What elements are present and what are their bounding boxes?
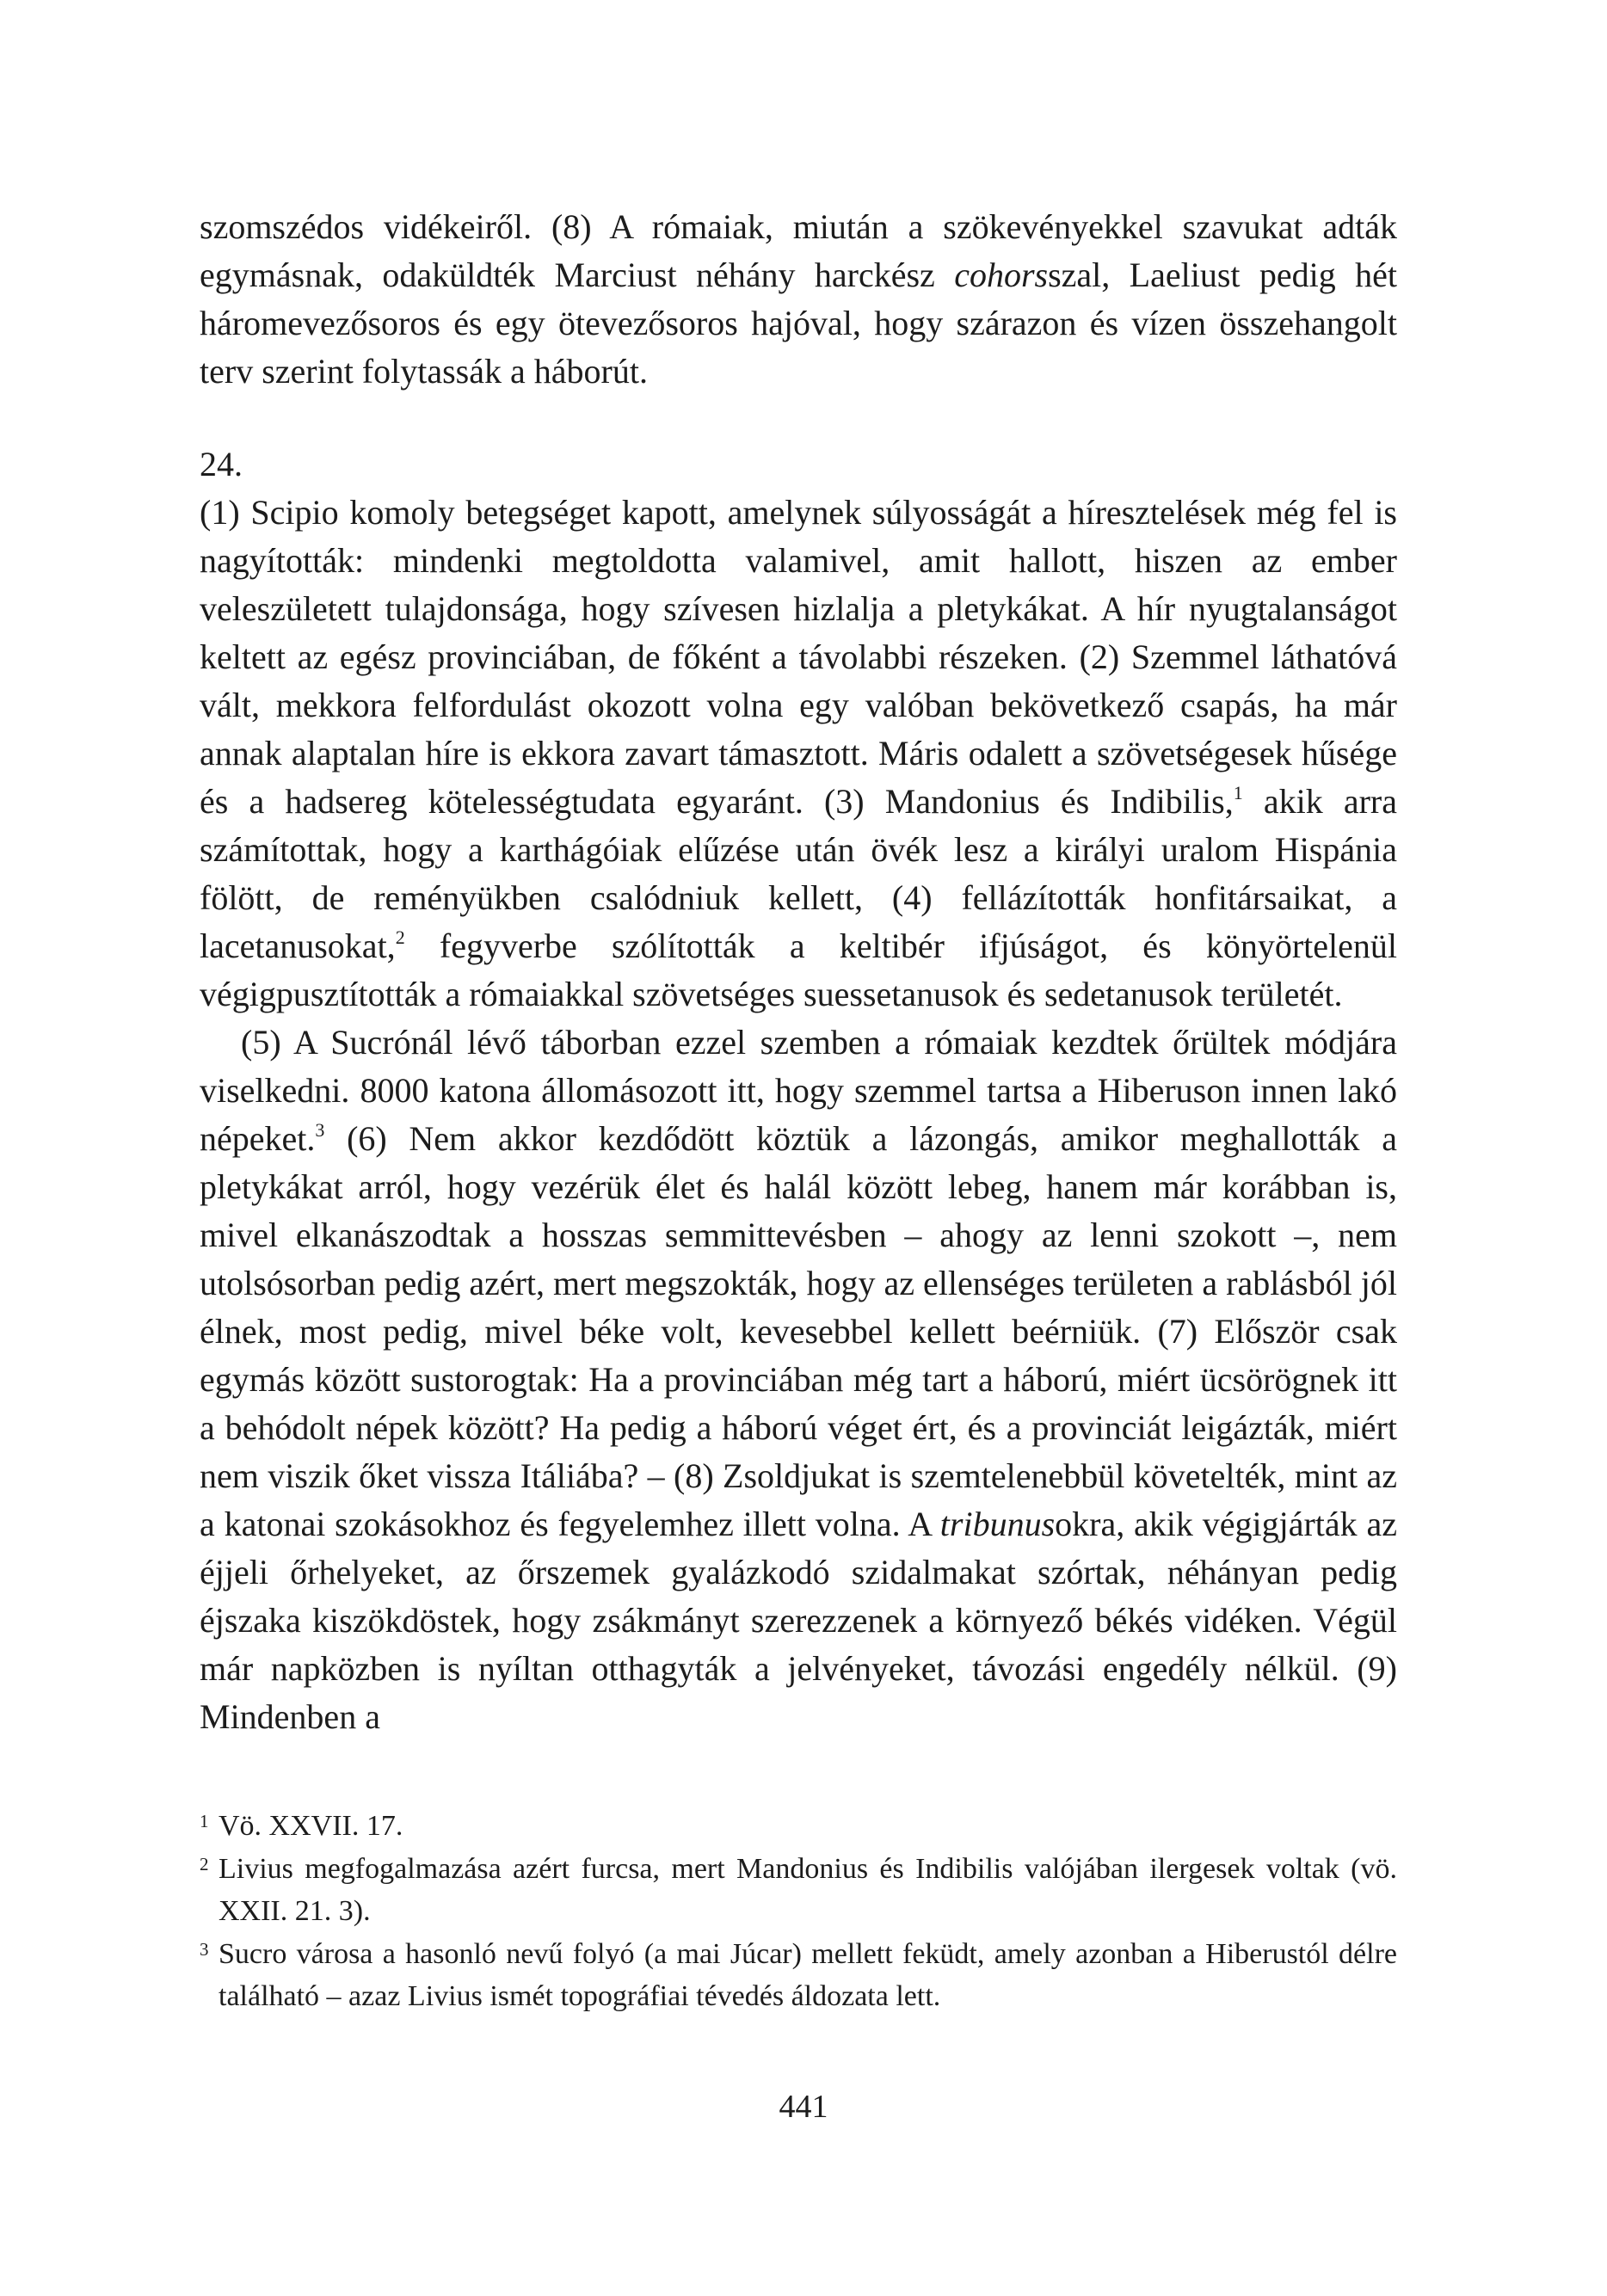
footnote-text: Livius megfogalmazása azért furcsa, mert Mandonius és Indibilis valójában ilergesek voltak (vö. XXII. 21. 3).	[219, 1853, 1397, 1927]
footnote-reference: 2	[395, 926, 405, 948]
footnote-text: Vö. XXVII. 17.	[219, 1810, 403, 1842]
paragraph-text-run: akik arra számítottak, hogy a karthágóiak elűzése után övék lesz a királyi uralom Hispánia fölött, de reményükben csalódniuk kellett, (4) fellázították honfitársaikat, a lacetanusokat,	[200, 782, 1397, 965]
footnote	[200, 1805, 1397, 1847]
paragraph-text-run: (1) Scipio komoly betegséget kapott, amelynek súlyosságát a híresztelések még fel is nagyították: mindenki megtoldotta valamivel, amit hallott, hiszen az ember veleszületett tulajdonsága, hogy szívesen hizlalja a pletykákat. A hír nyugtalanságot keltett az egész provinciában, de főként a távolabbi részeken. (2) Szemmel láthatóvá vált, mekkora felfordulást okozott volna egy valóban bekövetkező csapás, ha már annak alaptalan híre is ekkora zavart támasztott. Máris odalett a szövetségesek hűsége és a hadsereg kötelességtudata egyaránt. (3) Mandonius és Indibilis,	[200, 493, 1397, 821]
paragraph-text-run: fegyverbe szólították a keltibér ifjúságot, és könyörtelenül végigpusztították a rómaiakkal szövetséges suessetanusok és sedetanusok területét.	[200, 926, 1397, 1013]
paragraph-text-run: (6) Nem akkor kezdődött köztük a lázongás, amikor meghallották a pletykákat arról, hogy vezérük élet és halál között lebeg, hanem már korábban is, mivel elkanászodtak a hosszas semmittevésben – ahogy az lenni szokott –, nem utolsósorban pedig azért, mert megszokták, hogy az ellenséges területen a rablásból jól élnek, most pedig, mivel béke volt, kevesebbel kellett beérniük. (7) Először csak egymás között sustorogtak: Ha a provinciában még tart a háború, miért ücsörögnek itt a behódolt népek között? Ha pedig a háború véget ért, és a provinciát leigázták, miért nem viszik őket vissza Itáliába? – (8) Zsoldjukat is szemtelenebbül követelték, mint az a katonai szokásokhoz és fegyelemhez illett volna. A	[200, 1119, 1397, 1543]
paragraph-text-run: (5) A Sucrónál lévő táborban ezzel szemben a rómaiak kezdtek őrültek módjára viselkedni. 8000 katona állomásozott itt, hogy szemmel tartsa a Hiberuson innen lakó népeket.	[200, 1023, 1397, 1158]
paragraph-text-run: szal, Laeliust pedig hét háromevezősoros és egy ötevezősoros hajóval, hogy szárazon és vízen összehangolt terv szerint folytassák a háborút.	[200, 255, 1397, 391]
paragraph-text	[200, 203, 1397, 396]
continuation-paragraph	[200, 203, 1397, 396]
footnote-marker: 2	[200, 1854, 209, 1874]
footnotes	[200, 1805, 1397, 2018]
footnote-reference: 3	[315, 1119, 325, 1141]
paragraph-text	[200, 1019, 1397, 1741]
footnote	[200, 1848, 1397, 1932]
paragraph-text	[200, 489, 1397, 1019]
footnote	[200, 1933, 1397, 2017]
footnote-marker: 1	[200, 1811, 209, 1831]
italic-term: cohors	[954, 255, 1049, 294]
footnote-reference: 1	[1233, 782, 1243, 803]
paragraph-text-run: szomszédos vidékeiről. (8) A rómaiak, miután a szökevényekkel szavukat adták egymásnak, odaküldték Marciust néhány harckész	[200, 207, 1397, 294]
footnote-text: Sucro városa a hasonló nevű folyó (a mai Júcar) mellett feküdt, amely azonban a Hiberustól délre található – azaz Livius ismét topográfiai tévedés áldozata lett.	[219, 1938, 1397, 2012]
page-number: 441	[779, 2089, 828, 2125]
chapter-section	[200, 440, 1397, 1741]
footnote-marker: 3	[200, 1939, 209, 1960]
chapter-number: 24.	[200, 445, 243, 483]
italic-term: tribunus	[939, 1505, 1056, 1543]
paragraph-text-run: okra, akik végigjárták az éjjeli őrhelyeket, az őrszemek gyalázkodó szidalmakat szórtak, néhányan pedig éjszaka kiszökdöstek, hogy zsákmányt szerezzenek a környező békés vidéken. Végül már napközben is nyíltan otthagyták a jelvényeket, távozási engedély nélkül. (9) Mindenben a	[200, 1505, 1398, 1736]
